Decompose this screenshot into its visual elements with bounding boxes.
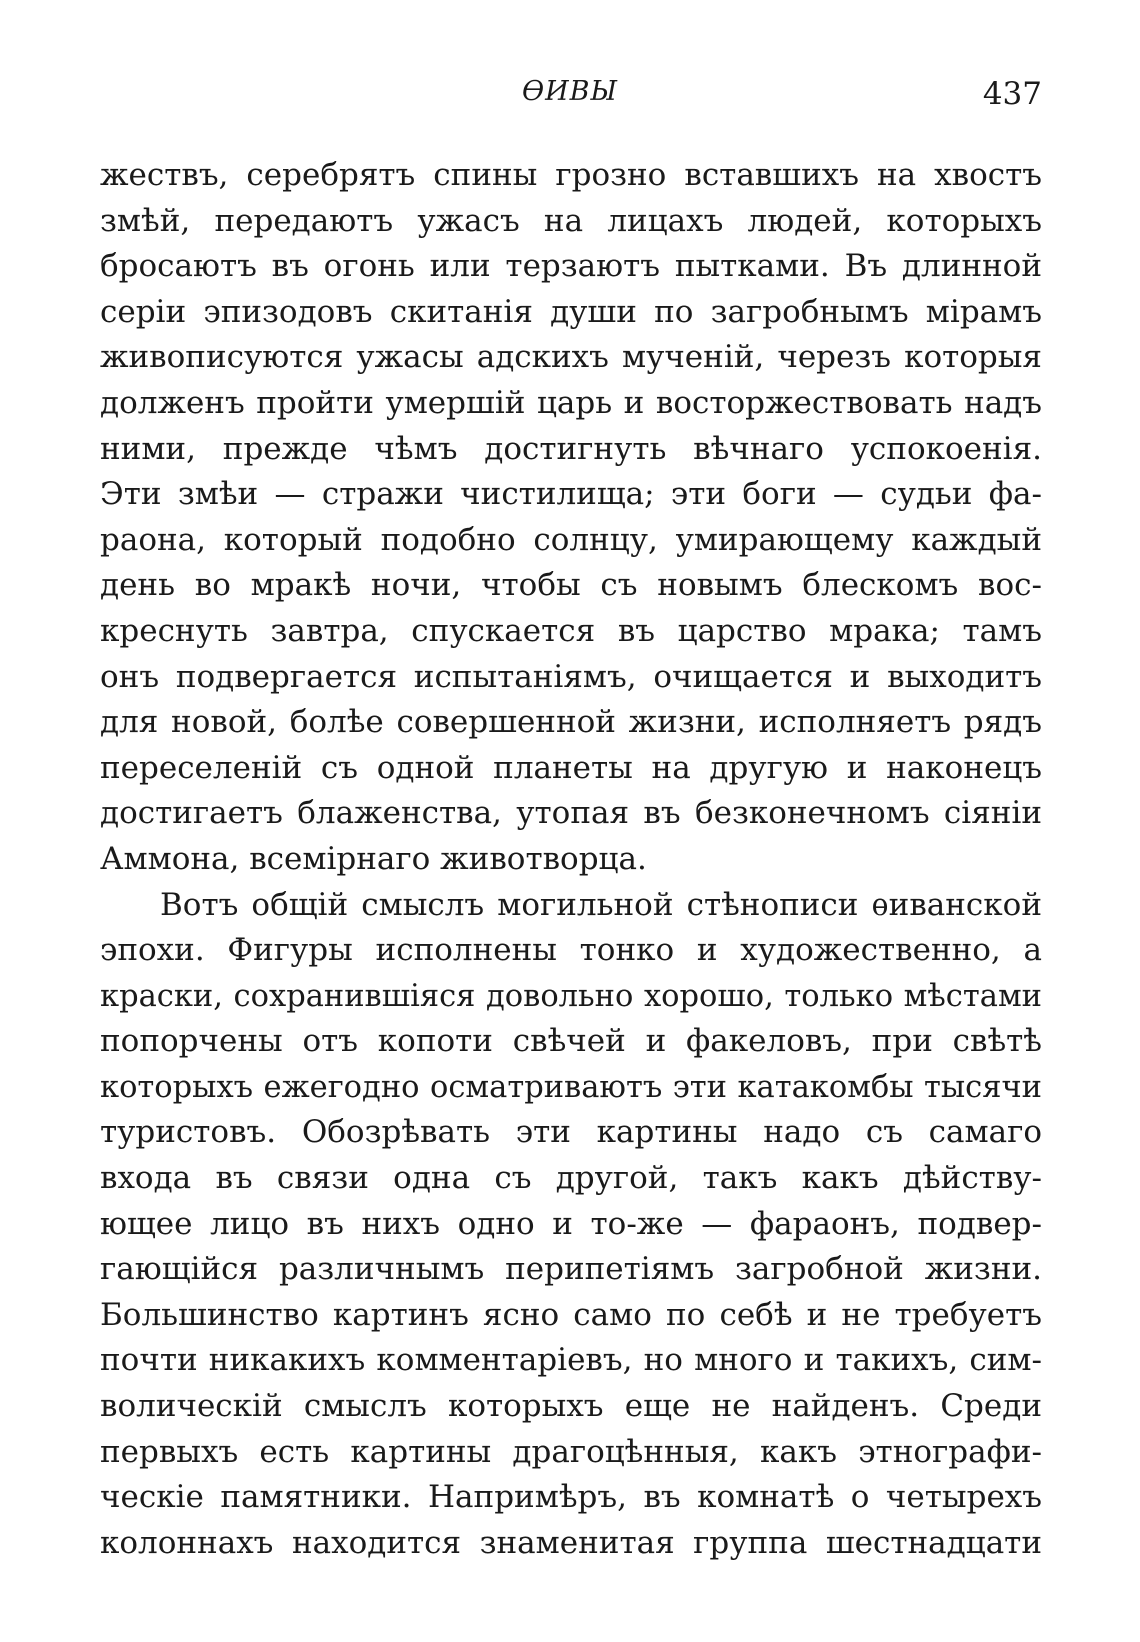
text-line: краски, сохранившіяся довольно хорошо, только мѣстами bbox=[100, 978, 1042, 1014]
text-line: гающійся различнымъ перипетіямъ загробной жизни. bbox=[100, 1251, 1042, 1288]
text-line: серіи эпизодовъ скитанія души по загробнымъ мірамъ bbox=[100, 293, 1042, 330]
text-line: первыхъ есть картины драгоцѣнныя, какъ этнографи- bbox=[100, 1433, 1042, 1470]
text-line: переселеній съ одной планеты на другую и наконецъ bbox=[100, 749, 1042, 786]
text-line: входа въ связи одна съ другой, такъ какъ дѣйству- bbox=[100, 1160, 1042, 1197]
text-line: для новой, болѣе совершенной жизни, исполняетъ рядъ bbox=[100, 704, 1042, 741]
text-line: туристовъ. Обозрѣвать эти картины надо съ самаго bbox=[100, 1114, 1042, 1151]
text-line: Аммона, всемірнаго животворца. bbox=[100, 840, 647, 877]
running-title: ѲИВЫ bbox=[521, 76, 619, 107]
text-line: живописуются ужасы адскихъ мученій, черезъ которыя bbox=[100, 339, 1042, 376]
paragraph-1 bbox=[100, 153, 1042, 883]
text-line: попорчены отъ копоти свѣчей и факеловъ, при свѣтѣ bbox=[100, 1023, 1042, 1060]
text-line: Большинство картинъ ясно само по себѣ и не требуетъ bbox=[100, 1296, 1042, 1333]
text-line: эпохи. Фигуры исполнены тонко и художественно, а bbox=[100, 932, 1042, 969]
body-text bbox=[100, 153, 1042, 1566]
text-line: бросаютъ въ огонь или терзаютъ пытками. Въ длинной bbox=[100, 248, 1042, 285]
text-line: ними, прежде чѣмъ достигнуть вѣчнаго успокоенія. bbox=[100, 430, 1042, 467]
text-line: жествъ, серебрятъ спины грозно вставшихъ на хвостъ bbox=[100, 157, 1042, 193]
text-line: достигаетъ блаженства, утопая въ безконечномъ сіяніи bbox=[100, 795, 1042, 832]
text-line: которыхъ ежегодно осматриваютъ эти катакомбы тысячи bbox=[100, 1069, 1042, 1105]
text-line: колоннахъ находится знаменитая группа шестнадцати bbox=[100, 1524, 1042, 1561]
text-line: почти никакихъ комментаріевъ, но много и такихъ, сим- bbox=[100, 1342, 1042, 1379]
text-line: Эти змѣи — стражи чистилища; эти боги — судьи фа- bbox=[100, 476, 1042, 513]
running-head bbox=[0, 76, 1140, 116]
text-line: змѣй, передаютъ ужасъ на лицахъ людей, которыхъ bbox=[100, 202, 1042, 239]
text-line: долженъ пройти умершій царь и восторжествовать надъ bbox=[100, 384, 1042, 421]
text-line: ческіе памятники. Напримѣръ, въ комнатѣ о четырехъ bbox=[100, 1479, 1042, 1516]
paragraph-2 bbox=[100, 883, 1042, 1567]
text-line: ющее лицо въ нихъ одно и то-же — фараонъ, подвер- bbox=[100, 1205, 1042, 1242]
text-line: креснуть завтра, спускается въ царство мрака; тамъ bbox=[100, 612, 1042, 649]
text-line: волическій смыслъ которыхъ еще не найденъ. Среди bbox=[100, 1388, 1042, 1425]
text-line: раона, который подобно солнцу, умирающему каждый bbox=[100, 521, 1042, 558]
text-line: день во мракѣ ночи, чтобы съ новымъ блескомъ вос- bbox=[100, 567, 1042, 604]
text-line: онъ подвергается испытаніямъ, очищается и выходитъ bbox=[100, 658, 1042, 695]
page-number: 437 bbox=[982, 76, 1042, 112]
text-line: Вотъ общій смыслъ могильной стѣнописи ѳиванской bbox=[160, 886, 1042, 923]
